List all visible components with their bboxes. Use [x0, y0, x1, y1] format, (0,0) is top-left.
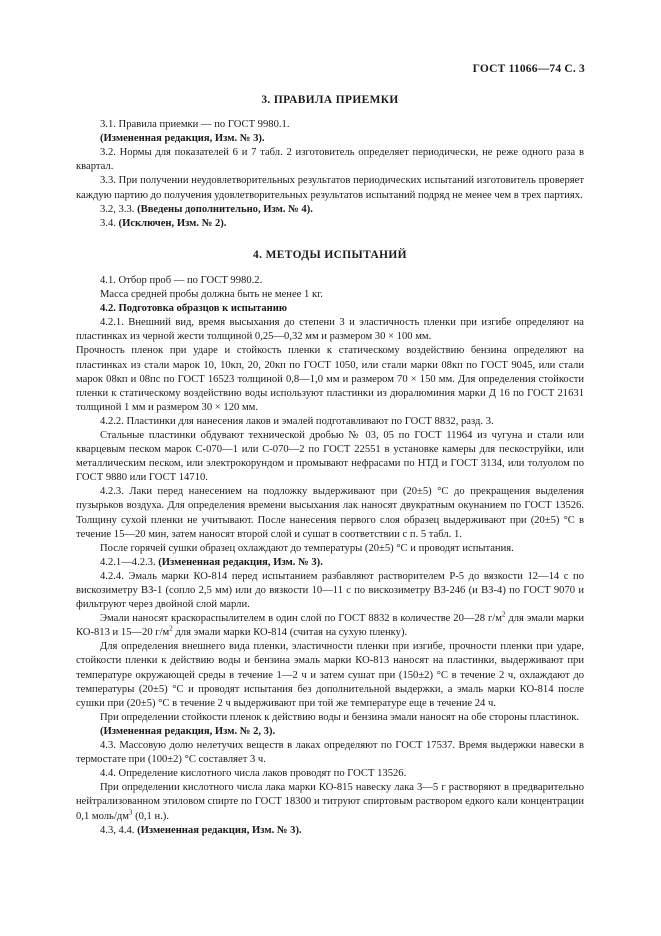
amendment-note: (Исключен, Изм. № 2). — [118, 217, 227, 229]
document-body — [76, 93, 584, 838]
clause-number: 3.4. — [100, 217, 116, 229]
paragraph-4-4-acid-number — [76, 781, 584, 823]
paragraph-4-3: 4.3. Массовую долю нелетучих веществ в лаках определяют по ГОСТ 17537. Время выдержки навески в термостате при (100±2) °С составляет 3 ч. — [76, 740, 584, 766]
paragraph-4-2-4-both-sides: При определении стойкости пленок к действию воды и бензина эмали наносят на обе стороны пластинок. — [100, 711, 580, 723]
paragraph-4-2-1-4-2-3 — [76, 556, 584, 570]
text-run: (0,1 н.). — [132, 810, 169, 822]
superscript: 2 — [169, 624, 173, 633]
text-run: для эмали марки КО-814 (считая на сухую пленку). — [172, 627, 408, 639]
paragraph-4-4: 4.4. Определение кислотного числа лаков проводят по ГОСТ 13526. — [100, 768, 407, 780]
section-4-title: 4. МЕТОДЫ ИСПЫТАНИЙ — [253, 248, 407, 261]
note-4-2-4: (Измененная редакция, Изм. № 2, 3). — [100, 725, 276, 737]
paragraph-3-1: 3.1. Правила приемки — по ГОСТ 9980.1. — [100, 119, 290, 131]
text-run: для эмали марки КО-813 и 15—20 г/м — [76, 613, 584, 639]
paragraph-4-2-1-continued: Прочность пленок при ударе и стойкость пленки к статическому воздействию бензина определяют на пластинках из стали марок 10, 10кп, 20, 20кп по ГОСТ 1050, или стали марки 08кп по ГОСТ 9045, или стали марок 08кп и 08пс по ГОСТ 16523 толщиной 0,8—1,0 мм и размером 70 × 150 мм. Для определения стойкости пленки к статическому воздействию воды используют пластинки из дюралюминия марки Д 16 по ГОСТ 21631 толщиной 1 мм и размером 30 × 120 мм. — [76, 345, 584, 413]
paragraph-4-2-4: 4.2.4. Эмаль марки КО-814 перед испытанием разбавляют растворителем Р-5 до вязкости 12—14 с по вискозиметру ВЗ-1 (сопло 2,5 мм) или до вязкости 10—11 с по вискозиметру ВЗ-246 (и ВЗ-4) по ГОСТ 9070 и фильтруют через двойной слой марли. — [76, 570, 584, 611]
paragraph-4-2-4-testing: Для определения внешнего вида пленки, эластичности пленки при изгибе, прочности пленки при ударе, стойкости пленки к действию воды и бензина эмаль марки КО-813 наносят на пластинки, выдерживают при температуре окружающей среды в течение 1—2 ч и затем сушат при (150±2) °С в течение 2 ч, охлаждают до температуры (20±5) °С и проводят испытания без дополнительной выдержки, а эмаль марки КО-814 после сушки при (20±5) °С в течение 2 ч выдерживают при той же температуре еще в течение 24 ч. — [76, 641, 584, 709]
superscript: 3 — [128, 807, 133, 816]
note-3-1: (Измененная редакция, Изм. № 3). — [100, 133, 265, 145]
paragraph-3-4 — [76, 217, 584, 231]
superscript: 2 — [501, 610, 506, 619]
amendment-note: (Измененная редакция, Изм. № 3). — [158, 556, 323, 568]
paragraph-4-2-1: 4.2.1. Внешний вид, время высыхания до степени 3 и эластичность пленки при изгибе определяют на пластинках из черной жести толщиной 0,25—0,32 мм и размером 30 × 100 мм. — [76, 317, 584, 343]
paragraph-4-2-3: 4.2.3. Лаки перед нанесением на подложку выдерживают при (20±5) °С до прекращения выделения пузырьков воздуха. Для определения времени высыхания лак наносят двукратным окунанием по ГОСТ 13526. Толщину сухой пленки не учитывают. После нанесения первого слоя образец выдерживают при (20±5) °С в течение 15—20 мин, затем наносят второй слой и сушат в соответствии с п. 5 табл. 1. — [76, 486, 584, 540]
text-run: Эмали наносят краскораспылителем в один слой по ГОСТ 8832 в количестве 20—28 г/м — [100, 613, 502, 625]
clause-number: 3.2, 3.3. — [100, 203, 135, 215]
amendment-note: (Измененная редакция, Изм. № 3). — [137, 824, 302, 836]
paragraph-4-2-heading: 4.2. Подготовка образцов к испытанию — [100, 303, 287, 315]
paragraph-4-3-4-4 — [76, 824, 584, 838]
clause-number: 4.2.1—4.2.3. — [100, 556, 156, 568]
text-run: При определении кислотного числа лака марки КО-815 навеску лака 3—5 г растворяют в предварительно нейтрализованном этиловом спирте по ГОСТ 18300 и титруют спиртовым раствором едкого кали концентрации 0,1 моль/дм — [76, 782, 584, 822]
paragraph-4-1: 4.1. Отбор проб — по ГОСТ 9980.2. — [100, 274, 263, 286]
paragraph-4-2-3-cooling: После горячей сушки образец охлаждают до температуры (20±5) °С и проводят испытания. — [100, 542, 514, 554]
clause-number: 4.3, 4.4. — [100, 824, 135, 836]
page-header: ГОСТ 11066—74 С. 3 — [472, 63, 585, 75]
amendment-note: (Введены дополнительно, Изм. № 4). — [137, 203, 313, 215]
paragraph-3-2: 3.2. Нормы для показателей 6 и 7 табл. 2 изготовитель определяет периодически, не реже одного раза в квартал. — [76, 147, 584, 173]
paragraph-4-2-2-steel: Стальные пластинки обдувают технической дробью № 03, 05 по ГОСТ 11964 из чугуна и стали или кварцевым песком марок С-070—1 или С-070—2 по ГОСТ 22551 в установке камеры для пескоструйки, или металлическим песком, или электрокорундом и промывают нефрасами по НТД и ГОСТ 3134, или толуолом по ГОСТ 9880 или ГОСТ 14710. — [76, 429, 584, 484]
section-3-title: 3. ПРАВИЛА ПРИЕМКИ — [261, 94, 399, 106]
paragraph-3-2-3-3 — [76, 203, 584, 217]
paragraph-4-1-mass: Масса средней пробы должна быть не менее 1 кг. — [100, 289, 323, 301]
paragraph-4-2-4-spraying — [76, 612, 584, 640]
paragraph-4-2-2: 4.2.2. Пластинки для нанесения лаков и эмалей подготавливают по ГОСТ 8832, разд. 3. — [100, 415, 494, 427]
paragraph-3-3: 3.3. При получении неудовлетворительных результатов периодических испытаний изготовитель проверяет каждую партию до получения удовлетворительных результатов испытаний подряд не менее чем в трех партиях. — [76, 175, 584, 201]
